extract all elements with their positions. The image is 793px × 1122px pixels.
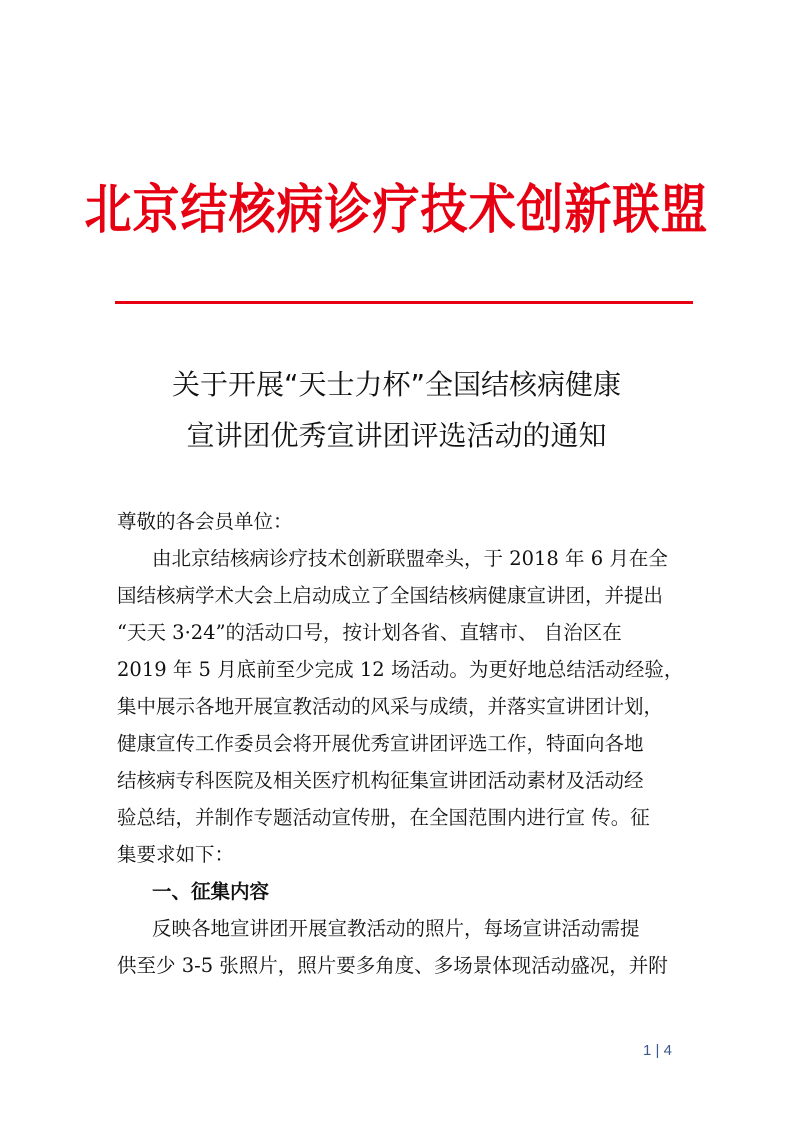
paragraph-line: “天天 3·24”的活动口号，按计划各省、直辖市、 自治区在 xyxy=(117,621,622,644)
paragraph-line: 反映各地宣讲团开展宣教活动的照片，每场宣讲活动需提 xyxy=(152,917,640,940)
paragraph-line: 结核病专科医院及相关医疗机构征集宣讲团活动素材及活动经 xyxy=(117,769,644,792)
paragraph-line: 供至少 3-5 张照片，照片要多角度、多场景体现活动盛况，并附 xyxy=(117,954,668,977)
paragraph-line: 集要求如下： xyxy=(117,843,235,866)
paragraph-line: 健康宣传工作委员会将开展优秀宣讲团评选工作，特面向各地 xyxy=(117,732,644,755)
paragraph-line: 2019 年 5 月底前至少完成 12 场活动。为更好地总结活动经验， xyxy=(117,658,684,681)
header-divider xyxy=(115,301,693,304)
section-heading: 一、征集内容 xyxy=(152,880,270,903)
paragraph-line: 国结核病学术大会上启动成立了全国结核病健康宣讲团，并提出 xyxy=(117,584,664,607)
notice-title-line-2: 宣讲团优秀宣讲团评选活动的通知 xyxy=(186,419,607,452)
paragraph-line: 验总结，并制作专题活动宣传册，在全国范围内进行宣 传。征 xyxy=(117,806,650,829)
paragraph-line: 由北京结核病诊疗技术创新联盟牵头，于 2018 年 6 月在全 xyxy=(152,547,668,570)
notice-title-line-1: 关于开展“天士力杯”全国结核病健康 xyxy=(171,368,621,401)
paragraph-line: 集中展示各地开展宣教活动的风采与成绩，并落实宣讲团计划， xyxy=(117,695,664,718)
page-number: 1 | 4 xyxy=(643,1042,672,1059)
organization-header: 北京结核病诊疗技术创新联盟 xyxy=(84,179,709,241)
salutation: 尊敬的各会员单位： xyxy=(117,510,293,533)
